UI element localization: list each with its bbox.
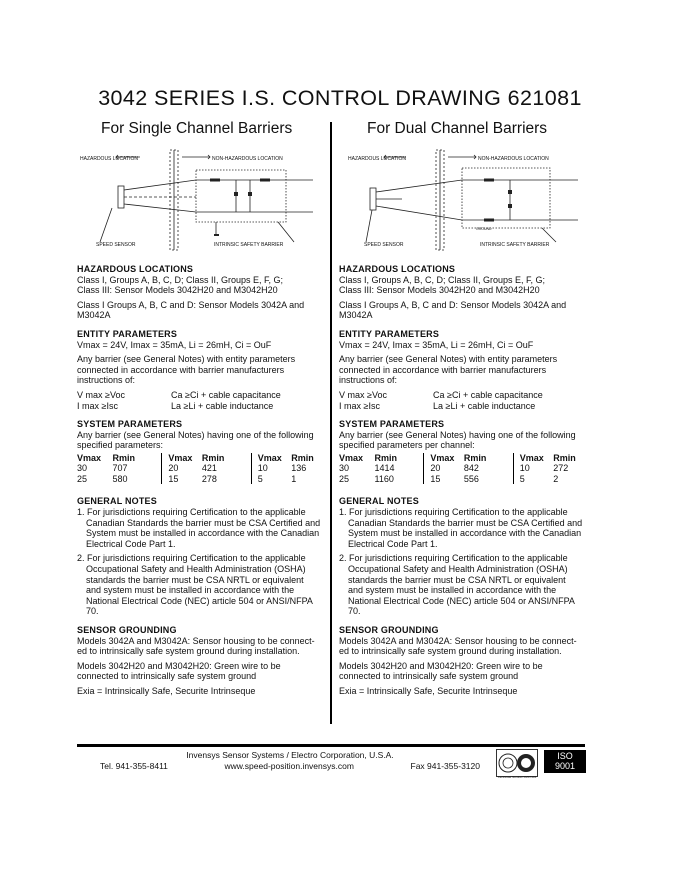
- entity-description: Any barrier (see General Notes) with entity parameters connected in accordance with barrier manufacturers instructions of:: [77, 354, 296, 386]
- seal-right-inner: [521, 758, 531, 768]
- footer-divider: [77, 744, 585, 747]
- table-header: Vmax: [77, 452, 102, 463]
- barrier-box: [196, 170, 286, 222]
- sensor-wire-2: [124, 204, 196, 212]
- speed-sensor-leader: [100, 208, 112, 242]
- hazardous-location-label: HAZARDOUS LOCATION: [348, 156, 406, 162]
- table-header-row: [77, 453, 321, 464]
- system-parameters-heading: SYSTEM PARAMETERS: [339, 419, 445, 430]
- list-item: 1. For jurisdictions requiring Certification to the applicable Canadian Standards the barrier must be CSA Certified and System must be installed in accordance with the Canadian Electrical Code Part 1.: [77, 507, 321, 549]
- entity-row-key: I max ≥Isc: [339, 400, 380, 411]
- entity-row-key: I max ≥Isc: [77, 400, 118, 411]
- entity-row-value: Ca ≥Ci + cable capacitance: [433, 389, 543, 400]
- table-cell: 30: [339, 463, 350, 474]
- barrier-label: INTRINSIC SAFETY BARRIER: [214, 242, 284, 248]
- table-cell: 2: [553, 473, 559, 484]
- company-name: Invensys Sensor Systems / Electro Corporation, U.S.A.: [186, 750, 394, 760]
- dual-channel-subtitle: For Dual Channel Barriers: [367, 120, 548, 137]
- telephone: Tel. 941-355-8411: [100, 760, 168, 771]
- footer: [100, 750, 480, 771]
- resistor-channel-2: [484, 219, 494, 222]
- system-description: Any barrier (see General Notes) having one of the following specified parameters:: [77, 429, 314, 451]
- sensor-wire-2: [376, 206, 462, 220]
- entity-values: Vmax = 24V, Imax = 35mA, Li = 26mH, Ci = OuF: [339, 339, 534, 350]
- entity-row: [77, 390, 321, 401]
- table-cell: 20: [424, 463, 464, 474]
- table-row: [339, 463, 583, 474]
- entity-parameters-heading: ENTITY PARAMETERS: [77, 328, 178, 339]
- table-cell: 25: [339, 473, 350, 484]
- exia-definition: Exia = Intrinsically Safe, Securite Intrinseque: [339, 685, 518, 696]
- zener-diode-1: [234, 192, 238, 196]
- speed-sensor-leader: [366, 210, 372, 242]
- list-item: 2. For jurisdictions requiring Certification to the applicable Occupational Safety and Health Administration (OSHA) standards the barrier must be CSA NRTL or equivalent and system must be installed in accordance with the National Electrical Code (NEC) article 504 or ANSI/NFPA 70.: [77, 553, 313, 617]
- hazardous-locations-heading: HAZARDOUS LOCATIONS: [77, 264, 194, 274]
- seal-left-inner: [503, 758, 513, 768]
- non-hazardous-location-label: NON-HAZARDOUS LOCATION: [212, 156, 283, 162]
- entity-row-key: V max ≥Voc: [77, 389, 125, 400]
- table-row: [77, 463, 321, 474]
- document-title: 3042 SERIES I.S. CONTROL DRAWING 621081: [98, 86, 582, 110]
- hazardous-locations-heading: HAZARDOUS LOCATIONS: [339, 264, 456, 274]
- list-item: 2. For jurisdictions requiring Certification to the applicable Occupational Safety and Health Administration (OSHA) standards the barrier must be CSA NRTL or equivalent and system must be installed in accordance with the National Electrical Code (NEC) article 504 or ANSI/NFPA 70.: [339, 553, 575, 617]
- grounding-models-a: Models 3042A and M3042A: Sensor housing to be connect- ed to intrinsically safe system ground during installation.: [77, 635, 315, 657]
- website-link[interactable]: www.speed-position.invensys.com: [224, 760, 354, 771]
- general-notes-heading: GENERAL NOTES: [339, 496, 419, 507]
- hazardous-class-line: Class I, Groups A, B, C, D; Class II, Groups E, F, G;: [339, 274, 546, 285]
- table-header: Rmin: [374, 452, 397, 463]
- system-parameters-table: [77, 453, 321, 485]
- resistor-channel-1: [484, 179, 494, 182]
- entity-description: Any barrier (see General Notes) with entity parameters connected in accordance with barrier manufacturers instructions of:: [339, 354, 558, 386]
- barrier-leader: [278, 222, 294, 242]
- entity-row-value: La ≥Li + cable inductance: [433, 400, 536, 411]
- list-item: 1. For jurisdictions requiring Certification to the applicable Canadian Standards the barrier must be CSA Certified and System must be installed in accordance with the Canadian Electrical Code Part 1.: [339, 507, 583, 549]
- sensor-housing: [370, 188, 376, 210]
- seal-caption: Certificate Number FM97434: [497, 775, 537, 779]
- single-channel-wiring-diagram: [78, 146, 318, 254]
- table-header: Rmin: [201, 452, 225, 463]
- grounding-models-h20: Models 3042H20 and M3042H20: Green wire to be connected to intrinsically safe system ground: [339, 660, 543, 682]
- table-cell: 842: [463, 463, 479, 474]
- sensor-wire-1: [124, 180, 196, 190]
- table-header: Rmin: [112, 452, 135, 463]
- table-cell: 10: [251, 463, 291, 474]
- iso-badge: [544, 750, 586, 773]
- table-cell: 556: [463, 473, 479, 484]
- single-channel-subtitle: For Single Channel Barriers: [101, 120, 293, 137]
- column-divider: [330, 122, 332, 724]
- entity-row: [339, 390, 583, 401]
- entity-row-value: Ca ≥Ci + cable capacitance: [171, 389, 281, 400]
- entity-row: [77, 401, 321, 412]
- zener-diode-2: [508, 204, 512, 208]
- dual-channel-column: [339, 264, 583, 697]
- table-cell: 20: [162, 463, 202, 474]
- table-cell: 5: [251, 474, 291, 485]
- fax: Fax 941-355-3120: [410, 760, 480, 771]
- table-cell: 15: [162, 474, 202, 485]
- barrier-label: INTRINSIC SAFETY BARRIER: [480, 242, 550, 248]
- contact-row: [100, 761, 480, 772]
- system-description: Any barrier (see General Notes) having one of the following specified parameters per channel:: [339, 429, 576, 451]
- table-cell: 272: [553, 463, 569, 474]
- hazardous-class1-line: Class I Groups A, B, C and D: Sensor Models 3042A and M3042A: [339, 299, 567, 321]
- grounding-models-a: Models 3042A and M3042A: Sensor housing to be connect- ed to intrinsically safe system ground during installation.: [339, 635, 577, 657]
- general-notes-list: [339, 507, 583, 617]
- table-header-row: [339, 453, 583, 464]
- table-cell: 707: [112, 463, 128, 474]
- resistor-top-2: [260, 179, 270, 182]
- table-cell: 278: [201, 473, 217, 484]
- table-cell: 5: [513, 474, 553, 485]
- table-cell: 30: [77, 463, 88, 474]
- table-cell: 421: [201, 463, 217, 474]
- sensor-wire-1: [376, 180, 462, 192]
- certification-seal-icon: [496, 749, 538, 777]
- table-header: Vmax: [251, 453, 291, 464]
- exia-definition: Exia = Intrinsically Safe, Securite Intrinseque: [77, 685, 256, 696]
- iso-number: 9001: [554, 761, 576, 771]
- zener-diode-2: [248, 192, 252, 196]
- entity-row: [339, 401, 583, 412]
- general-notes-heading: GENERAL NOTES: [77, 496, 157, 507]
- table-cell: 10: [513, 463, 553, 474]
- non-hazardous-location-label: NON-HAZARDOUS LOCATION: [478, 156, 549, 162]
- ground-symbol: [214, 234, 219, 236]
- table-cell: 15: [424, 474, 464, 485]
- grounding-models-h20: Models 3042H20 and M3042H20: Green wire to be connected to intrinsically safe system ground: [77, 660, 281, 682]
- entity-values: Vmax = 24V, Imax = 35mA, Li = 26mH, Ci = OuF: [77, 339, 272, 350]
- dual-channel-wiring-diagram: [342, 146, 582, 254]
- hazardous-class3-line: Class III: Sensor Models 3042H20 and M3042H20: [339, 285, 540, 296]
- table-header: Vmax: [162, 453, 202, 464]
- entity-row-value: La ≥Li + cable inductance: [171, 400, 274, 411]
- iso-label: ISO: [557, 751, 573, 761]
- table-cell: 136: [291, 463, 307, 474]
- resistor-top: [210, 179, 220, 182]
- table-header: Rmin: [553, 452, 576, 463]
- sensor-grounding-heading: SENSOR GROUNDING: [339, 624, 439, 635]
- ground-label: GROUND: [476, 227, 492, 231]
- sensor-grounding-heading: SENSOR GROUNDING: [77, 624, 177, 635]
- table-cell: 1414: [374, 463, 395, 474]
- barrier-box: [462, 168, 550, 228]
- table-header: Vmax: [339, 452, 364, 463]
- table-header: Vmax: [424, 453, 464, 464]
- table-cell: 1: [291, 473, 297, 484]
- system-parameters-heading: SYSTEM PARAMETERS: [77, 419, 183, 430]
- zener-diode-1: [508, 190, 512, 194]
- entity-parameters-heading: ENTITY PARAMETERS: [339, 328, 440, 339]
- barrier-leader: [542, 228, 556, 242]
- seal-left-circle: [499, 754, 517, 772]
- entity-row-key: V max ≥Voc: [339, 389, 387, 400]
- general-notes-list: [77, 507, 321, 617]
- speed-sensor-label: SPEED SENSOR: [96, 242, 136, 248]
- table-header: Rmin: [291, 452, 314, 463]
- system-parameters-table: [339, 453, 583, 485]
- sensor-housing: [118, 186, 124, 208]
- speed-sensor-label: SPEED SENSOR: [364, 242, 404, 248]
- table-row: [77, 474, 321, 485]
- table-header: Rmin: [463, 452, 487, 463]
- table-row: [339, 474, 583, 485]
- hazardous-location-label: HAZARDOUS LOCATION: [80, 156, 138, 162]
- table-cell: 25: [77, 473, 88, 484]
- hazardous-class1-line: Class I Groups A, B, C and D: Sensor Models 3042A and M3042A: [77, 299, 305, 321]
- table-header: Vmax: [513, 453, 553, 464]
- hazardous-class-line: Class I, Groups A, B, C, D; Class II, Groups E, F, G;: [77, 274, 284, 285]
- table-cell: 580: [112, 473, 128, 484]
- single-channel-column: [77, 264, 321, 697]
- hazardous-class3-line: Class III: Sensor Models 3042H20 and M3042H20: [77, 285, 278, 296]
- table-cell: 1160: [374, 473, 394, 484]
